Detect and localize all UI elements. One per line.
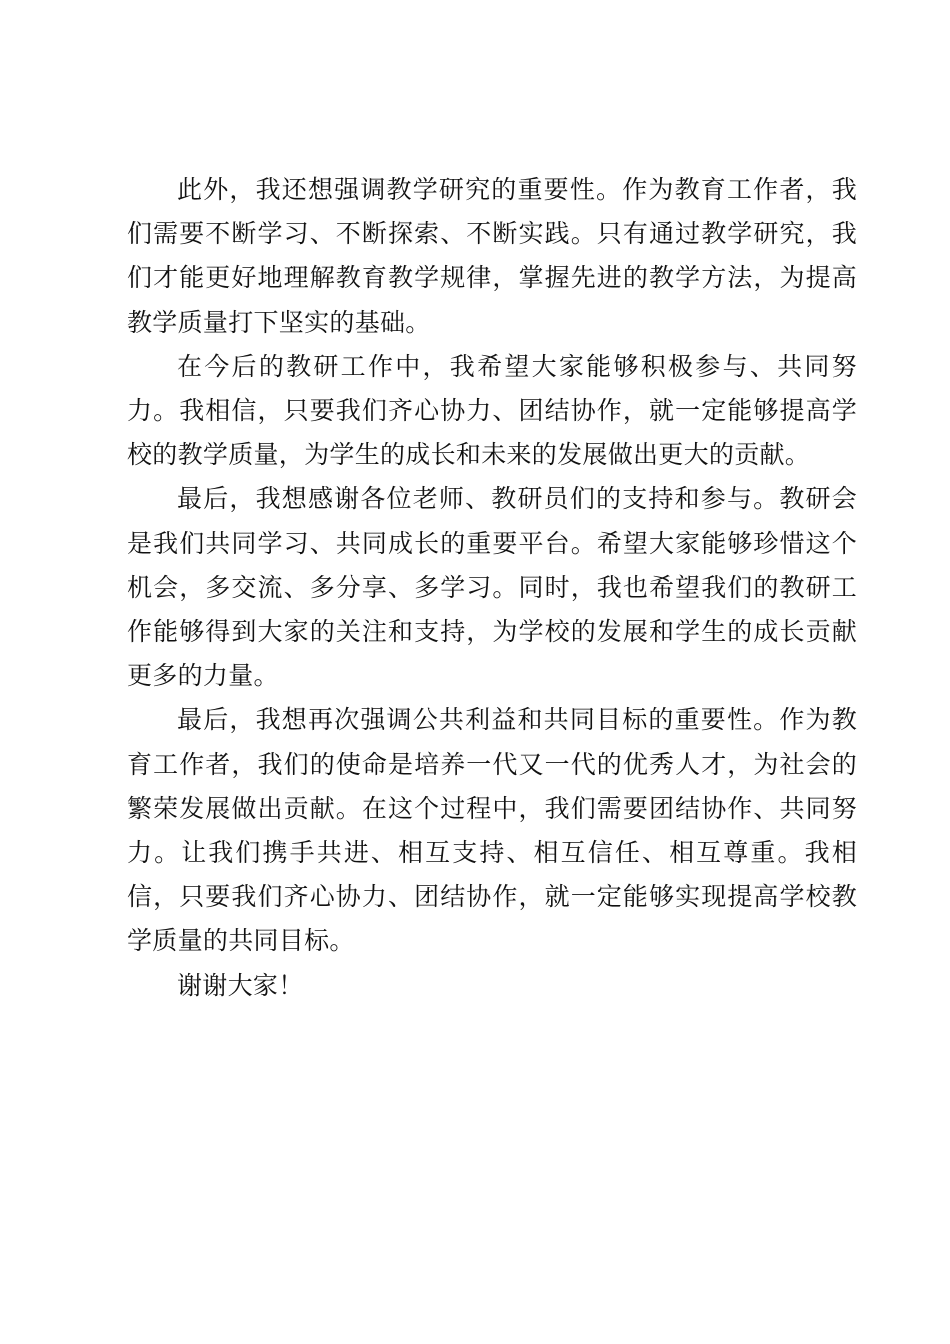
paragraph-closing: 谢谢大家！: [177, 970, 304, 1000]
paragraph-future-work: 在今后的教研工作中，我希望大家能够积极参与、共同努力。我相信，只要我们齐心协力、团结协作，就一定能够提高学校的教学质量，为学生的成长和未来的发展做出更大的贡献。: [127, 351, 857, 470]
paragraph-thanks-teachers: 最后，我想感谢各位老师、教研员们的支持和参与。教研会是我们共同学习、共同成长的重要平台。希望大家能够珍惜这个机会，多交流、多分享、多学习。同时，我也希望我们的教研工作能够得到大家的关注和支持，为学校的发展和学生的成长贡献更多的力量。: [127, 484, 857, 691]
document-body: [127, 168, 857, 1008]
paragraph-common-goals: 最后，我想再次强调公共利益和共同目标的重要性。作为教育工作者，我们的使命是培养一代又一代的优秀人才，为社会的繁荣发展做出贡献。在这个过程中，我们需要团结协作、共同努力。让我们携手共进、相互支持、相互信任、相互尊重。我相信，只要我们齐心协力、团结协作，就一定能够实现提高学校教学质量的共同目标。: [127, 705, 857, 956]
paragraph-research-importance: 此外，我还想强调教学研究的重要性。作为教育工作者，我们需要不断学习、不断探索、不断实践。只有通过教学研究，我们才能更好地理解教育教学规律，掌握先进的教学方法，为提高教学质量打下坚实的基础。: [127, 175, 857, 337]
